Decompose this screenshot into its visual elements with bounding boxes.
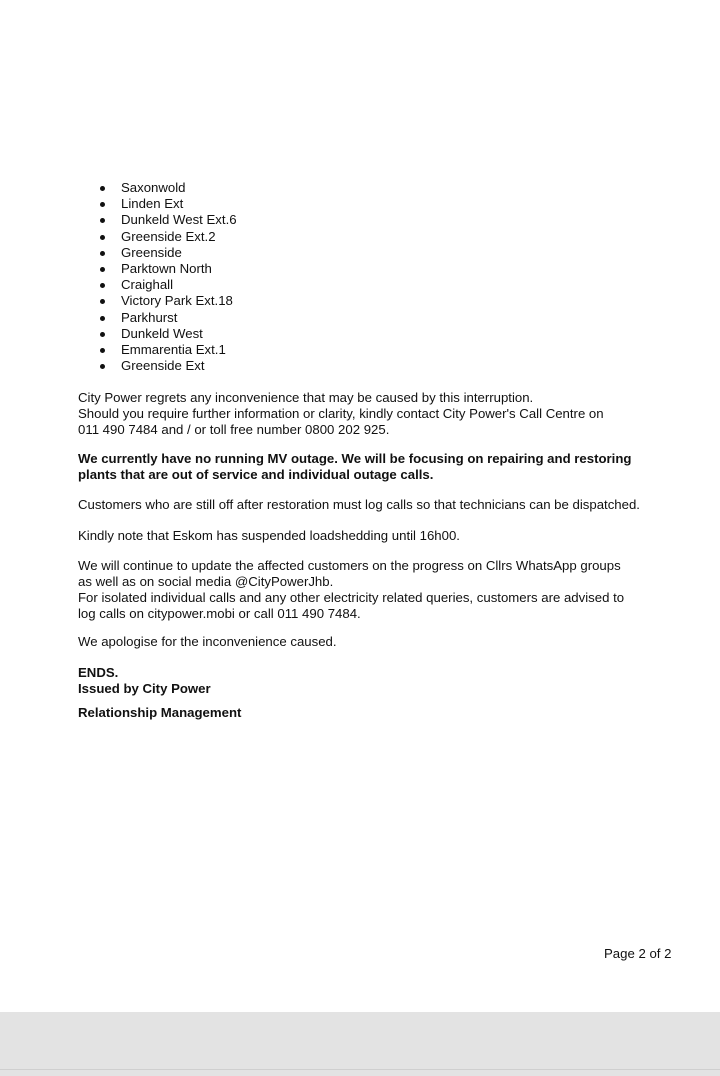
- regret-line: 011 490 7484 and / or toll free number 0800 202 925.: [78, 422, 390, 437]
- list-item: [77, 342, 237, 358]
- list-item: [77, 326, 237, 342]
- bullet-icon: [100, 299, 105, 304]
- area-name: Emmarentia Ext.1: [121, 341, 226, 357]
- area-name: Victory Park Ext.18: [121, 293, 233, 309]
- eskom-line: Kindly note that Eskom has suspended loadshedding until 16h00.: [78, 528, 460, 543]
- eskom-paragraph: [78, 528, 678, 544]
- bullet-icon: [100, 251, 105, 256]
- updates-line: log calls on citypower.mobi or call 011 490 7484.: [78, 606, 361, 621]
- area-name: Greenside Ext.2: [121, 228, 216, 244]
- department-block: [78, 705, 678, 721]
- bullet-icon: [100, 267, 105, 272]
- log-calls-paragraph: [78, 497, 678, 513]
- updates-paragraph: [78, 558, 678, 622]
- mv-outage-line: We currently have no running MV outage. We will be focusing on repairing and restoring: [78, 451, 632, 466]
- page-number: Page 2 of 2: [604, 946, 672, 961]
- regret-line: City Power regrets any inconvenience that may be caused by this interruption.: [78, 390, 534, 405]
- bullet-icon: [100, 348, 105, 353]
- area-name: Greenside Ext: [121, 358, 205, 374]
- list-item: [77, 261, 237, 277]
- mv-outage-paragraph: [78, 451, 678, 483]
- issued-by-label: Issued by City Power: [78, 681, 211, 696]
- area-name: Saxonwold: [121, 180, 186, 195]
- list-item: [77, 310, 237, 326]
- bullet-icon: [100, 235, 105, 240]
- list-item: [77, 212, 237, 228]
- list-item: [77, 358, 237, 374]
- regret-line: Should you require further information or clarity, kindly contact City Power's Call Centre on: [78, 406, 604, 421]
- updates-line: For isolated individual calls and any other electricity related queries, customers are advised to: [78, 590, 625, 605]
- bullet-icon: [100, 186, 105, 191]
- bullet-icon: [100, 316, 105, 321]
- area-name: Craighall: [121, 277, 174, 293]
- apology-paragraph: [78, 634, 678, 650]
- area-name: Greenside: [121, 244, 182, 260]
- viewer-bottom-bar: [0, 1012, 720, 1076]
- affected-areas-list: [77, 180, 237, 374]
- bullet-icon: [100, 332, 105, 337]
- list-item: [77, 245, 237, 261]
- ends-label: ENDS.: [78, 665, 119, 680]
- updates-line: We will continue to update the affected customers on the progress on Cllrs WhatsApp groups: [78, 558, 621, 573]
- divider: [0, 1069, 720, 1070]
- list-item: [77, 293, 237, 309]
- area-name: Dunkeld West: [121, 325, 203, 341]
- updates-line: as well as on social media @CityPowerJhb.: [78, 574, 334, 589]
- list-item: [77, 196, 237, 212]
- list-item: [77, 277, 237, 293]
- area-name: Dunkeld West Ext.6: [121, 212, 237, 228]
- bullet-icon: [100, 283, 105, 288]
- area-name: Parktown North: [121, 260, 212, 276]
- bullet-icon: [100, 218, 105, 223]
- mv-outage-line: plants that are out of service and individual outage calls.: [78, 467, 434, 482]
- area-name: Parkhurst: [121, 309, 178, 325]
- signoff: [78, 665, 678, 697]
- bullet-icon: [100, 202, 105, 207]
- apology-line: We apologise for the inconvenience caused.: [78, 634, 337, 649]
- list-item: [77, 180, 237, 196]
- list-item: [77, 229, 237, 245]
- bullet-icon: [100, 364, 105, 369]
- regret-paragraph: [78, 390, 678, 438]
- log-calls-line: Customers who are still off after restoration must log calls so that technicians can be dispatched.: [78, 497, 640, 512]
- area-name: Linden Ext: [121, 196, 184, 212]
- department-label: Relationship Management: [78, 705, 242, 720]
